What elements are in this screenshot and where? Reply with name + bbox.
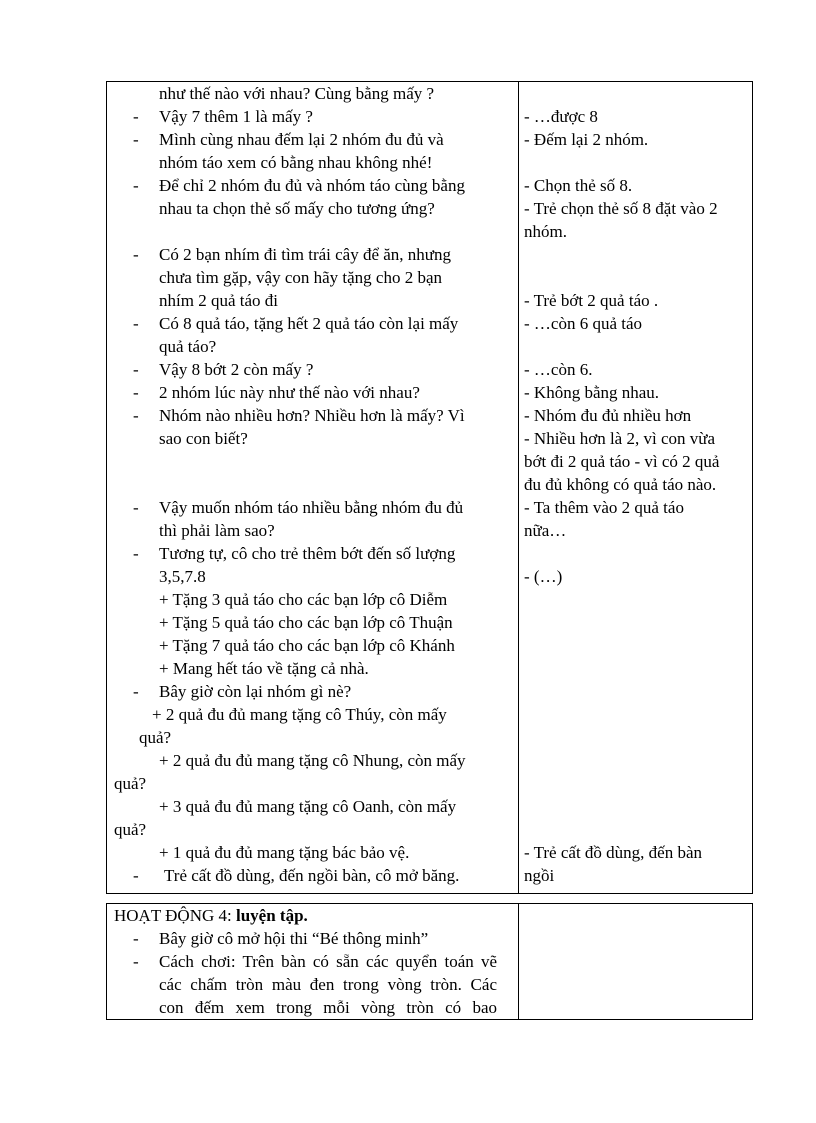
line-text: Vậy 7 thêm 1 là mấy ? — [159, 107, 313, 126]
text-line — [107, 105, 518, 128]
line-text: 2 nhóm lúc này như thế nào với nhau? — [159, 383, 420, 402]
bullet-dash: - — [133, 544, 139, 563]
text-line — [107, 404, 518, 427]
text-line — [519, 818, 752, 841]
text-line — [519, 841, 752, 864]
line-text: quả? — [114, 820, 147, 839]
line-text: - Trẻ chọn thẻ số 8 đặt vào 2 — [524, 199, 718, 218]
line-text: - …còn 6 quả táo — [524, 314, 643, 333]
line-text: Cách chơi: Trên bàn có sẵn các quyển toán vẽ — [159, 952, 497, 971]
text-line — [519, 749, 752, 772]
text-line — [519, 82, 752, 105]
child-activity-column — [519, 82, 753, 894]
text-line — [519, 588, 752, 611]
text-line — [519, 657, 752, 680]
line-text: Vậy muốn nhóm táo nhiều bằng nhóm đu đủ — [159, 498, 464, 517]
text-line — [519, 634, 752, 657]
text-line — [519, 174, 752, 197]
line-text: nhóm. — [524, 222, 567, 241]
text-line — [107, 680, 518, 703]
bullet-dash: - — [133, 929, 139, 948]
bullet-dash: - — [133, 866, 139, 885]
activity-4-heading — [107, 904, 518, 927]
line-text: thì phải làm sao? — [159, 521, 275, 540]
bullet-dash: - — [133, 952, 139, 971]
heading-prefix: HOẠT ĐỘNG 4: — [114, 906, 236, 925]
text-line — [107, 266, 518, 289]
text-line — [107, 197, 518, 220]
line-text: Bây giờ còn lại nhóm gì nè? — [159, 682, 352, 701]
line-text: nhau ta chọn thẻ số mấy cho tương ứng? — [159, 199, 435, 218]
text-line — [107, 151, 518, 174]
teacher-activity-column-2 — [107, 904, 519, 1020]
text-line — [107, 542, 518, 565]
line-text: quả? — [139, 728, 172, 747]
line-text: + Tặng 5 quả táo cho các bạn lớp cô Thuận — [159, 613, 453, 632]
text-line — [519, 680, 752, 703]
text-line — [519, 519, 752, 542]
text-line — [107, 749, 518, 772]
text-line — [519, 220, 752, 243]
text-line — [519, 450, 752, 473]
text-line — [519, 243, 752, 266]
line-text: Có 2 bạn nhím đi tìm trái cây để ăn, nhưng — [159, 245, 452, 264]
line-text: Tương tự, cô cho trẻ thêm bớt đến số lượng — [159, 544, 456, 563]
line-text: 3,5,7.8 — [159, 567, 206, 586]
text-line — [107, 841, 518, 864]
bullet-dash: - — [133, 682, 139, 701]
line-text: - Nhiều hơn là 2, vì con vừa — [524, 429, 715, 448]
activity-table-bottom — [106, 903, 753, 1020]
line-text: Để chỉ 2 nhóm đu đủ và nhóm táo cùng bằng — [159, 176, 465, 195]
bullet-dash: - — [133, 498, 139, 517]
line-text: - Chọn thẻ số 8. — [524, 176, 633, 195]
text-line — [107, 450, 518, 473]
text-line — [107, 634, 518, 657]
text-line — [107, 772, 518, 795]
line-text: - …được 8 — [524, 107, 598, 126]
text-line — [107, 496, 518, 519]
text-line — [107, 611, 518, 634]
text-line — [519, 542, 752, 565]
line-text: - (…) — [524, 567, 563, 586]
bullet-dash: - — [133, 360, 139, 379]
text-line — [519, 496, 752, 519]
line-text: ngồi — [524, 866, 555, 885]
line-text: - Trẻ cất đồ dùng, đến bàn — [524, 843, 703, 862]
line-text: Trẻ cất đồ dùng, đến ngồi bàn, cô mở băng. — [164, 866, 460, 885]
line-text: nữa… — [524, 521, 567, 540]
line-text: + 2 quả đu đủ mang tặng cô Nhung, còn mấy — [159, 751, 466, 770]
teacher-activity-column — [107, 82, 519, 894]
text-line — [107, 950, 518, 973]
line-text: nhím 2 quả táo đi — [159, 291, 278, 310]
text-line — [519, 266, 752, 289]
text-line — [519, 128, 752, 151]
text-line — [519, 726, 752, 749]
line-text: + Tặng 7 quả táo cho các bạn lớp cô Khánh — [159, 636, 455, 655]
activity-table-top — [106, 81, 753, 894]
text-line — [107, 312, 518, 335]
line-text: con đếm xem trong mỗi vòng tròn có bao — [159, 998, 497, 1017]
bullet-dash: - — [133, 176, 139, 195]
line-text: - Không bằng nhau. — [524, 383, 660, 402]
text-line — [107, 996, 518, 1019]
text-line — [107, 243, 518, 266]
text-line — [107, 973, 518, 996]
text-line — [519, 473, 752, 496]
bullet-dash: - — [133, 314, 139, 333]
line-text: nhóm táo xem có bằng nhau không nhé! — [159, 153, 433, 172]
line-text: Có 8 quả táo, tặng hết 2 quả táo còn lại mấy — [159, 314, 459, 333]
text-line — [107, 657, 518, 680]
text-line — [519, 197, 752, 220]
text-line — [107, 703, 518, 726]
text-line — [107, 519, 518, 542]
line-text: + 3 quả đu đủ mang tặng cô Oanh, còn mấy — [159, 797, 457, 816]
text-line — [107, 289, 518, 312]
text-line — [107, 427, 518, 450]
text-line — [519, 358, 752, 381]
text-line — [107, 128, 518, 151]
text-line — [519, 565, 752, 588]
line-text: Vậy 8 bớt 2 còn mấy ? — [159, 360, 314, 379]
text-line — [107, 358, 518, 381]
line-text: quả táo? — [159, 337, 217, 356]
text-line — [519, 335, 752, 358]
text-line — [519, 289, 752, 312]
line-text: quả? — [114, 774, 147, 793]
line-text: + Mang hết táo về tặng cả nhà. — [159, 659, 369, 678]
text-line — [519, 105, 752, 128]
text-line — [107, 588, 518, 611]
text-line — [107, 335, 518, 358]
text-line — [107, 795, 518, 818]
line-text: bớt đi 2 quả táo - vì có 2 quả — [524, 452, 720, 471]
text-line — [519, 427, 752, 450]
line-text: Nhóm nào nhiều hơn? Nhiều hơn là mấy? Vì — [159, 406, 465, 425]
text-line — [107, 381, 518, 404]
text-line — [107, 220, 518, 243]
text-line — [519, 381, 752, 404]
text-line — [519, 703, 752, 726]
line-text: Bây giờ cô mở hội thi “Bé thông minh” — [159, 929, 429, 948]
text-line — [519, 151, 752, 174]
text-line — [519, 611, 752, 634]
bullet-dash: - — [133, 383, 139, 402]
line-text: như thế nào với nhau? Cùng bằng mấy ? — [159, 84, 435, 103]
text-line — [107, 82, 518, 105]
text-line — [519, 404, 752, 427]
text-line — [519, 772, 752, 795]
line-text: - …còn 6. — [524, 360, 593, 379]
line-text: - Nhóm đu đủ nhiều hơn — [524, 406, 692, 425]
heading-bold: luyện tập. — [236, 906, 308, 925]
line-text: - Trẻ bớt 2 quả táo . — [524, 291, 659, 310]
line-text: + Tặng 3 quả táo cho các bạn lớp cô Diễm — [159, 590, 448, 609]
bullet-dash: - — [133, 130, 139, 149]
text-line — [519, 864, 752, 887]
line-text: các chấm tròn màu đen trong vòng tròn. Các — [159, 975, 497, 994]
text-line — [107, 818, 518, 841]
line-text: + 1 quả đu đủ mang tặng bác bảo vệ. — [159, 843, 410, 862]
text-line — [107, 174, 518, 197]
line-text: chưa tìm gặp, vậy con hãy tặng cho 2 bạn — [159, 268, 443, 287]
bullet-dash: - — [133, 245, 139, 264]
text-line — [107, 565, 518, 588]
line-text: Mình cùng nhau đếm lại 2 nhóm đu đủ và — [159, 130, 444, 149]
child-activity-column-2 — [519, 904, 753, 1020]
text-line — [107, 473, 518, 496]
bullet-dash: - — [133, 406, 139, 425]
line-text: - Đếm lại 2 nhóm. — [524, 130, 649, 149]
text-line — [107, 864, 518, 887]
text-line — [107, 927, 518, 950]
line-text: - Ta thêm vào 2 quả táo — [524, 498, 684, 517]
line-text: sao con biết? — [159, 429, 248, 448]
text-line — [107, 726, 518, 749]
line-text: đu đủ không có quả táo nào. — [524, 475, 717, 494]
text-line — [519, 312, 752, 335]
text-line — [519, 795, 752, 818]
line-text: + 2 quả đu đủ mang tặng cô Thúy, còn mấy — [152, 705, 447, 724]
bullet-dash: - — [133, 107, 139, 126]
